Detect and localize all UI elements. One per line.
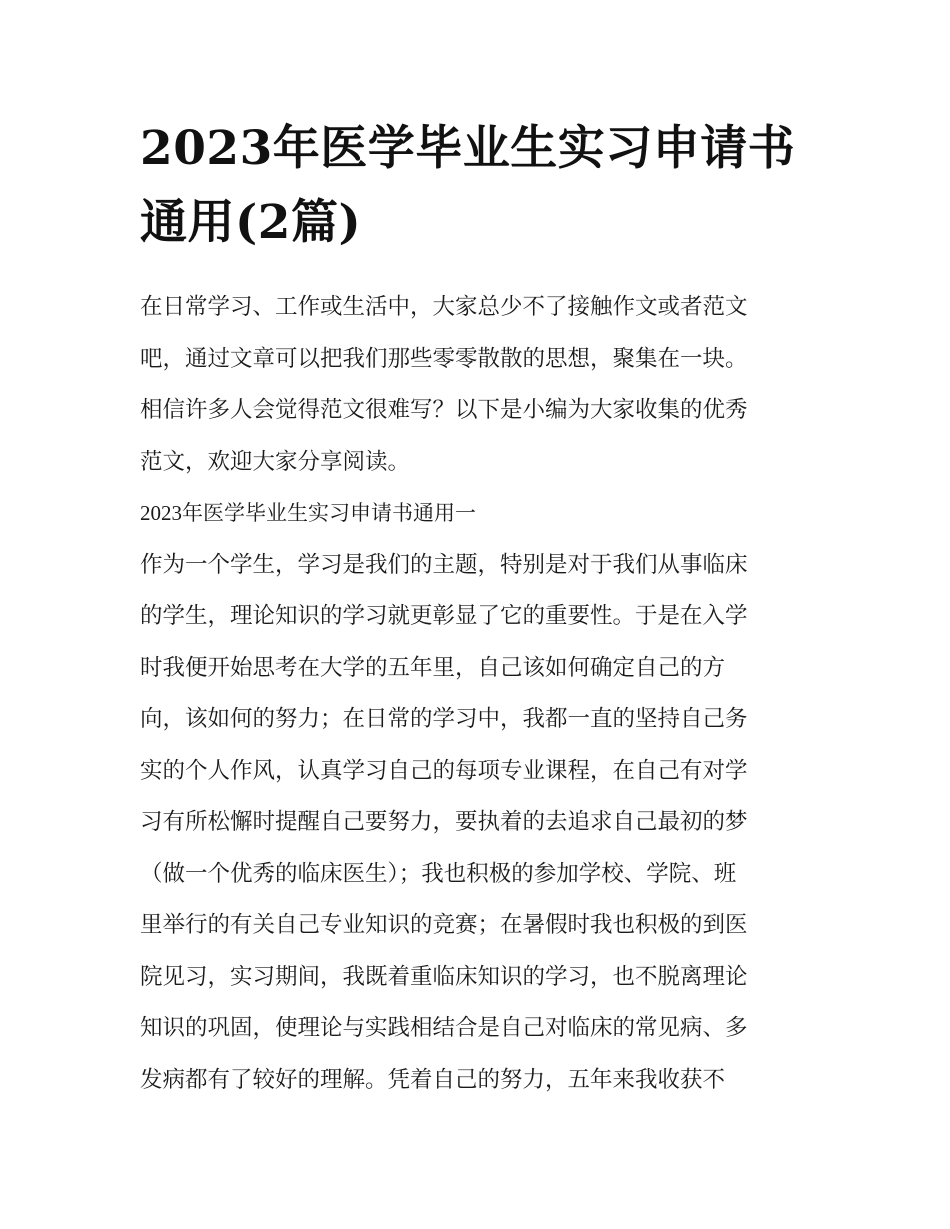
intro-line: 范文，欢迎大家分享阅读。 xyxy=(140,448,411,475)
body-line: 的学生，理论知识的学习就更彰显了它的重要性。于是在入学 xyxy=(140,603,748,629)
document-title xyxy=(140,112,815,260)
body-line: 院见习，实习期间，我既着重临床知识的学习，也不脱离理论 xyxy=(140,963,748,990)
intro-paragraph xyxy=(140,282,815,488)
body-line: 习有所松懈时提醒自己要努力，要执着的去追求自己最初的梦 xyxy=(140,809,748,835)
body-line: 时我便开始思考在大学的五年里，自己该如何确定自己的方 xyxy=(140,654,726,681)
body-paragraph xyxy=(140,540,815,1107)
body-line: （做一个优秀的临床医生）；我也积极的参加学校、学院、班 xyxy=(140,860,737,887)
intro-line: 吧，通过文章可以把我们那些零零散散的思想，聚集在一块。 xyxy=(140,345,748,372)
body-line: 实的个人作风，认真学习自己的每项专业课程，在自己有对学 xyxy=(140,757,748,784)
intro-line: 在日常学习、工作或生活中，大家总少不了接触作文或者范文 xyxy=(140,294,748,320)
body-line: 里举行的有关自己专业知识的竞赛；在暑假时我也积极的到医 xyxy=(140,912,748,938)
body-line: 向，该如何的努力；在日常的学习中，我都一直的坚持自己务 xyxy=(140,706,748,732)
title-line-2: 通用(2篇) xyxy=(140,195,362,250)
body-line: 发病都有了较好的理解。凭着自己的努力，五年来我收获不 xyxy=(140,1066,726,1093)
body-line: 知识的巩固，使理论与实践相结合是自己对临床的常见病、多 xyxy=(140,1015,748,1041)
document-content xyxy=(140,112,815,1106)
title-line-1: 2023年医学毕业生实习申请书 xyxy=(140,121,796,176)
intro-line: 相信许多人会觉得范文很难写？以下是小编为大家收集的优秀 xyxy=(140,397,748,423)
body-line: 作为一个学生，学习是我们的主题，特别是对于我们从事临床 xyxy=(140,551,748,578)
section-heading: 2023年医学毕业生实习申请书通用一 xyxy=(140,501,476,525)
